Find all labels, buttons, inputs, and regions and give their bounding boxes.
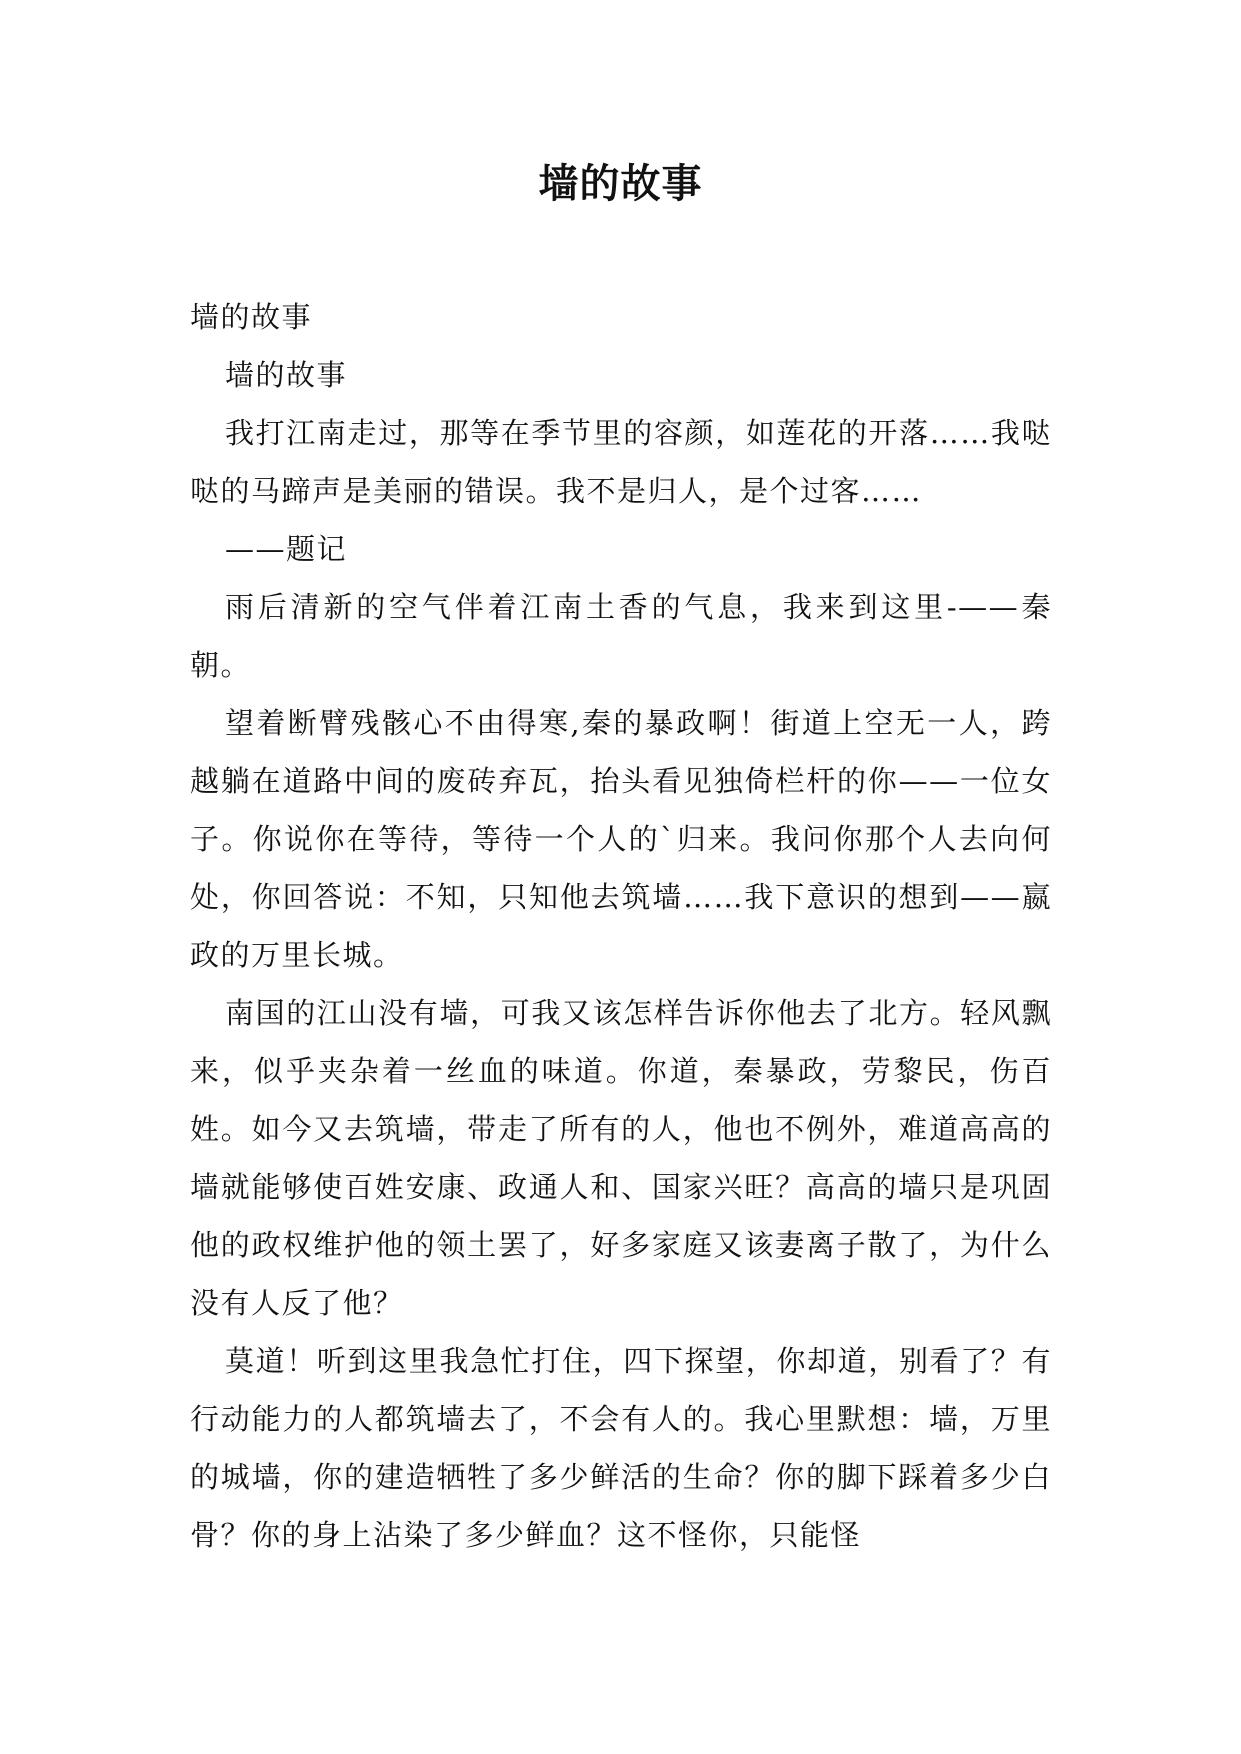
document-body	[190, 288, 1052, 1564]
paragraph: 莫道！听到这里我急忙打住，四下探望，你却道，别看了？有行动能力的人都筑墙去了，不会有人的。我心里默想：墙，万里的城墙，你的建造牺牲了多少鲜活的生命？你的脚下踩着多少白骨？你的身上沾染了多少鲜血？这不怪你，只能怪	[190, 1344, 1052, 1552]
paragraph-epigraph-attribution: ——题记	[225, 532, 348, 566]
document-title: 墙的故事	[538, 160, 703, 207]
paragraph: 雨后清新的空气伴着江南土香的气息，我来到这里-——秦朝。	[190, 590, 1052, 682]
paragraph-heading: 墙的故事	[190, 300, 313, 334]
paragraph-subheading: 墙的故事	[225, 358, 348, 392]
paragraph: 南国的江山没有墙，可我又该怎样告诉你他去了北方。轻风飘来，似乎夹杂着一丝血的味道。你道，秦暴政，劳黎民，伤百姓。如今又去筑墙，带走了所有的人，他也不例外，难道高高的墙就能够使百姓安康、政通人和、国家兴旺？高高的墙只是巩固他的政权维护他的领土罢了，好多家庭又该妻离子散了，为什么没有人反了他？	[190, 996, 1052, 1320]
paragraph-epigraph: 我打江南走过，那等在季节里的容颜，如莲花的开落……我哒哒的马蹄声是美丽的错误。我不是归人，是个过客……	[190, 416, 1052, 508]
paragraph: 望着断臂残骸心不由得寒,秦的暴政啊！街道上空无一人，跨越躺在道路中间的废砖弃瓦，抬头看见独倚栏杆的你——一位女子。你说你在等待，等待一个人的`归来。我问你那个人去向何处，你回答说：不知，只知他去筑墙……我下意识的想到——嬴政的万里长城。	[190, 706, 1052, 972]
